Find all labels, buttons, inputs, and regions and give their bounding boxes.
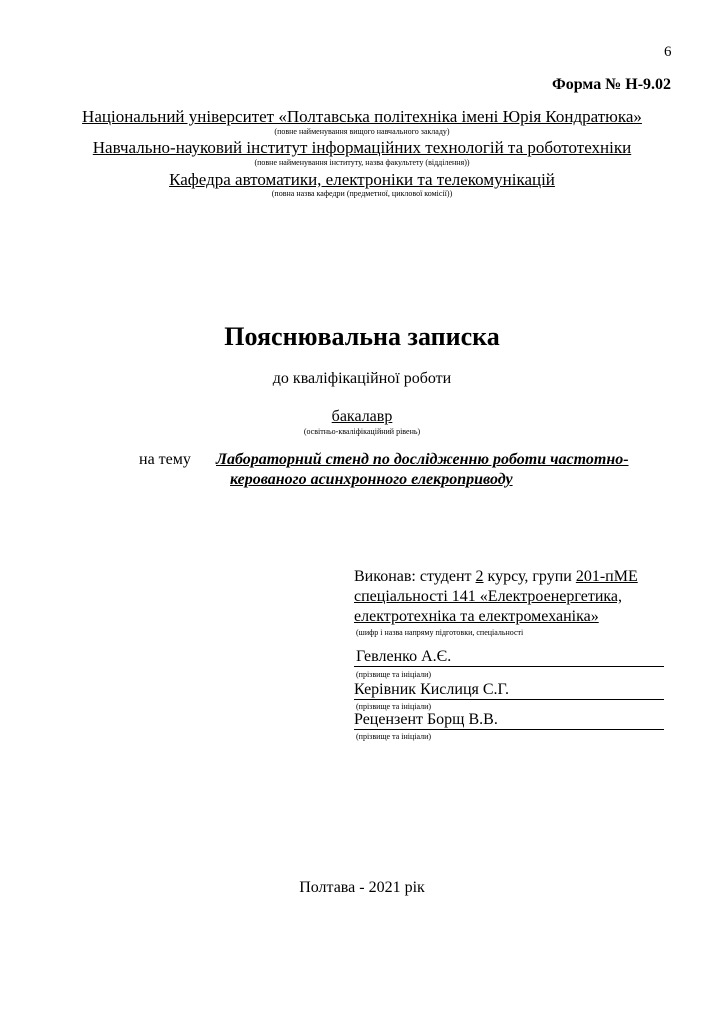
reviewer-name: Рецензент Борщ В.В. <box>354 711 498 728</box>
specialty-line-1: спеціальності 141 «Електроенергетика, <box>354 588 623 605</box>
topic-line-2: керованого асинхронного елекроприводу <box>230 471 513 488</box>
document-title: Пояснювальна записка <box>224 322 500 351</box>
footer-city-year: Полтава - 2021 рік <box>299 879 425 896</box>
student-caption: (прізвище та ініціали) <box>356 670 432 679</box>
degree-caption: (освітньо-кваліфікаційний рівень) <box>303 427 421 436</box>
group: 201-пМЕ <box>575 568 638 585</box>
form-number: Форма № Н-9.02 <box>552 76 672 93</box>
supervisor-caption: (прізвище та ініціали) <box>356 702 432 711</box>
specialty-line-2: електротехніка та електромеханіка» <box>354 608 599 625</box>
student-name: Гевленко А.Є. <box>356 648 452 665</box>
institute-name: Навчально-науковий інститут інформаційних технологій та робототехніки <box>92 138 632 157</box>
topic-label: на тему <box>139 451 191 468</box>
reviewer-line <box>354 729 664 730</box>
institute-caption: (повне найменування інституту, назва факультету (відділення)) <box>254 158 470 167</box>
topic-line-1: Лабораторний стенд по дослідженню роботи частотно- <box>216 451 629 468</box>
performed-mid: курсу, групи <box>483 568 576 585</box>
supervisor-name: Керівник Кислиця С.Г. <box>354 681 509 698</box>
page-number: 6 <box>664 44 672 60</box>
course: 2 <box>475 568 484 585</box>
performed-prefix: Виконав: студент <box>354 568 476 585</box>
performed-by <box>354 568 638 586</box>
specialty-caption: (шифр і назва напряму підготовки, спеціальності <box>356 628 524 637</box>
department-name: Кафедра автоматики, електроніки та телекомунікацій <box>169 170 555 189</box>
university-caption: (повне найменування вищого навчального закладу) <box>274 127 450 136</box>
reviewer-caption: (прізвище та ініціали) <box>356 732 432 741</box>
supervisor-line <box>354 699 664 700</box>
document-subtitle: до кваліфікаційної роботи <box>272 370 452 387</box>
degree: бакалавр <box>331 408 393 425</box>
university-name: Національний університет «Полтавська політехніка імені Юрія Кондратюка» <box>82 107 642 126</box>
student-line <box>354 666 664 667</box>
department-caption: (повна назва кафедри (предметної, циклової комісії)) <box>271 189 453 198</box>
